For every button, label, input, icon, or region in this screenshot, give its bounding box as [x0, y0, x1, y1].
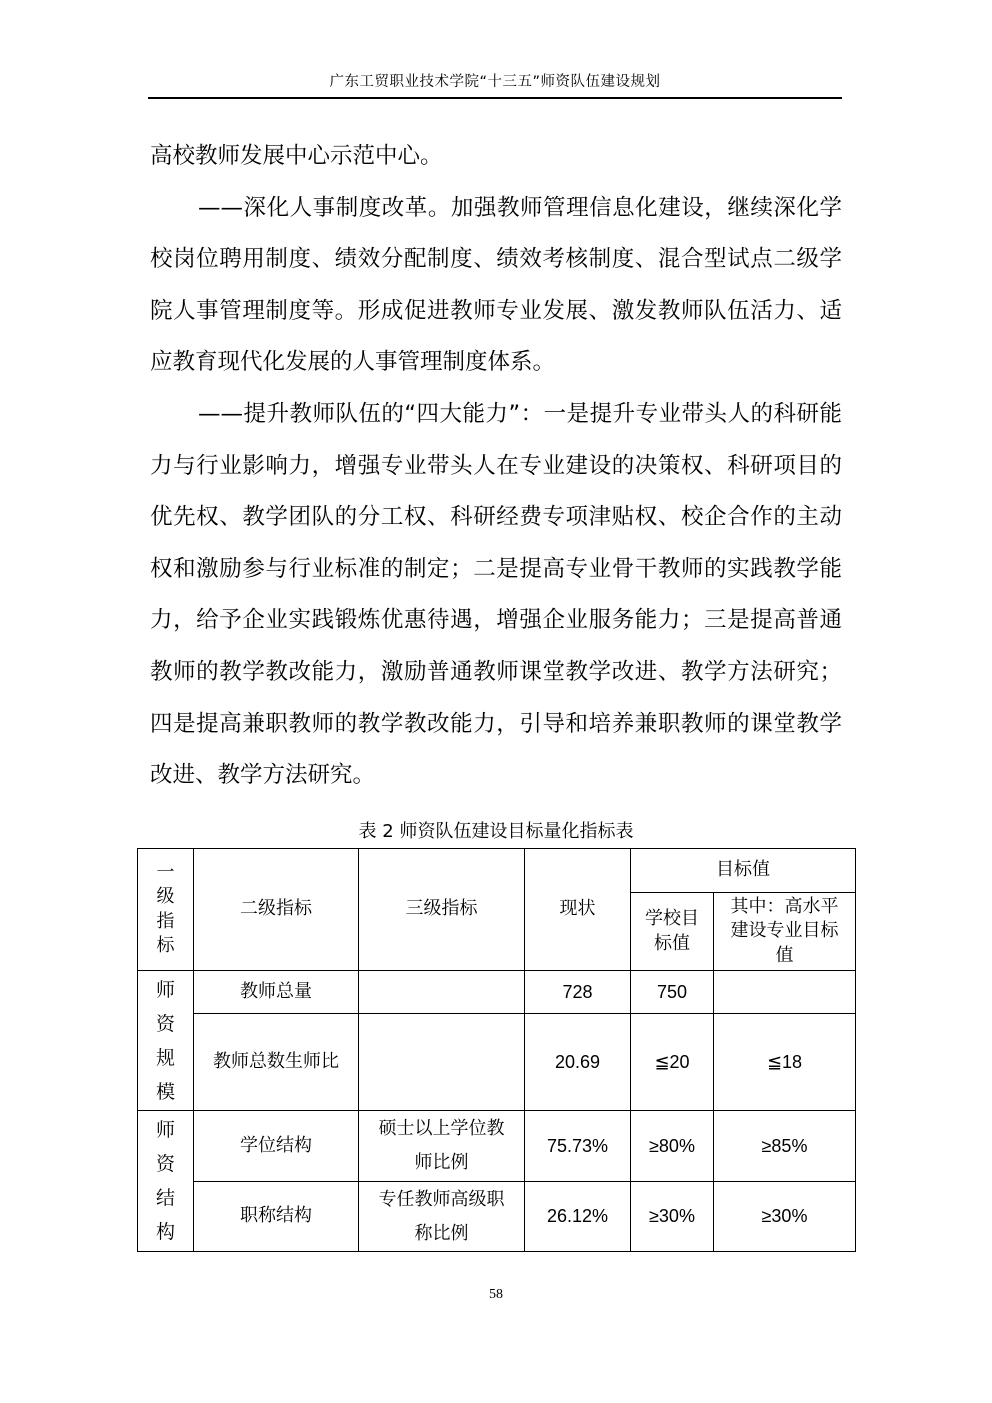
category-cell: 师 资 规 模	[138, 971, 194, 1111]
high-level-target-cell	[714, 971, 856, 1014]
high-level-target-cell: ≥30%	[714, 1182, 856, 1252]
level3-cell: 专任教师高级职称比例	[359, 1182, 525, 1252]
table-row	[138, 971, 856, 1014]
paragraph: ——深化人事制度改革。加强教师管理信息化建设，继续深化学校岗位聘用制度、绩效分配制度、绩效考核制度、混合型试点二级学院人事管理制度等。形成促进教师专业发展、激发教师队伍活力、适应教育现代化发展的人事管理制度体系。	[150, 194, 842, 376]
level3-cell	[359, 1014, 525, 1111]
level2-cell: 教师总数生师比	[194, 1014, 359, 1111]
paragraph: 高校教师发展中心示范中心。	[150, 143, 443, 169]
page-number: 58	[489, 1287, 503, 1302]
header-level3: 三级指标	[359, 849, 525, 971]
high-level-target-cell: ≦18	[714, 1014, 856, 1111]
school-target-cell: ≦20	[631, 1014, 714, 1111]
high-level-target-cell: ≥85%	[714, 1111, 856, 1182]
table-header-row	[138, 849, 856, 893]
level2-cell: 教师总量	[194, 971, 359, 1014]
header-current: 现状	[525, 849, 631, 971]
header-target: 目标值	[631, 849, 856, 893]
page-header: 广东工贸职业技术学院“十三五”师资队伍建设规划	[148, 70, 842, 99]
current-cell: 20.69	[525, 1014, 631, 1111]
school-target-cell: ≥80%	[631, 1111, 714, 1182]
level3-cell	[359, 971, 525, 1014]
header-level1: 一 级 指 标	[138, 849, 194, 971]
table-row	[138, 1182, 856, 1252]
header-school-target: 学校目标值	[631, 893, 714, 971]
index-table	[137, 848, 856, 1252]
table-caption: 表 2 师资队伍建设目标量化指标表	[358, 821, 634, 842]
category-cell: 师 资 结 构	[138, 1111, 194, 1252]
body-text	[150, 131, 842, 802]
table-row	[138, 1111, 856, 1182]
header-high-level-target: 其中：高水平建设专业目标值	[714, 893, 856, 971]
current-cell: 26.12%	[525, 1182, 631, 1252]
level2-cell: 职称结构	[194, 1182, 359, 1252]
paragraph: ——提升教师队伍的“四大能力”：一是提升专业带头人的科研能力与行业影响力，增强专业带头人在专业建设的决策权、科研项目的优先权、教学团队的分工权、科研经费专项津贴权、校企合作的主动权和激励参与行业标准的制定；二是提高专业骨干教师的实践教学能力，给予企业实践锻炼优惠待遇，增强企业服务能力；三是提高普通教师的教学教改能力，激励普通教师课堂教学改进、教学方法研究；四是提高兼职教师的教学教改能力，引导和培养兼职教师的课堂教学改进、教学方法研究。	[150, 400, 842, 789]
school-target-cell: 750	[631, 971, 714, 1014]
level2-cell: 学位结构	[194, 1111, 359, 1182]
header-level2: 二级指标	[194, 849, 359, 971]
current-cell: 75.73%	[525, 1111, 631, 1182]
table-row	[138, 1014, 856, 1111]
level3-cell: 硕士以上学位教师比例	[359, 1111, 525, 1182]
school-target-cell: ≥30%	[631, 1182, 714, 1252]
current-cell: 728	[525, 971, 631, 1014]
